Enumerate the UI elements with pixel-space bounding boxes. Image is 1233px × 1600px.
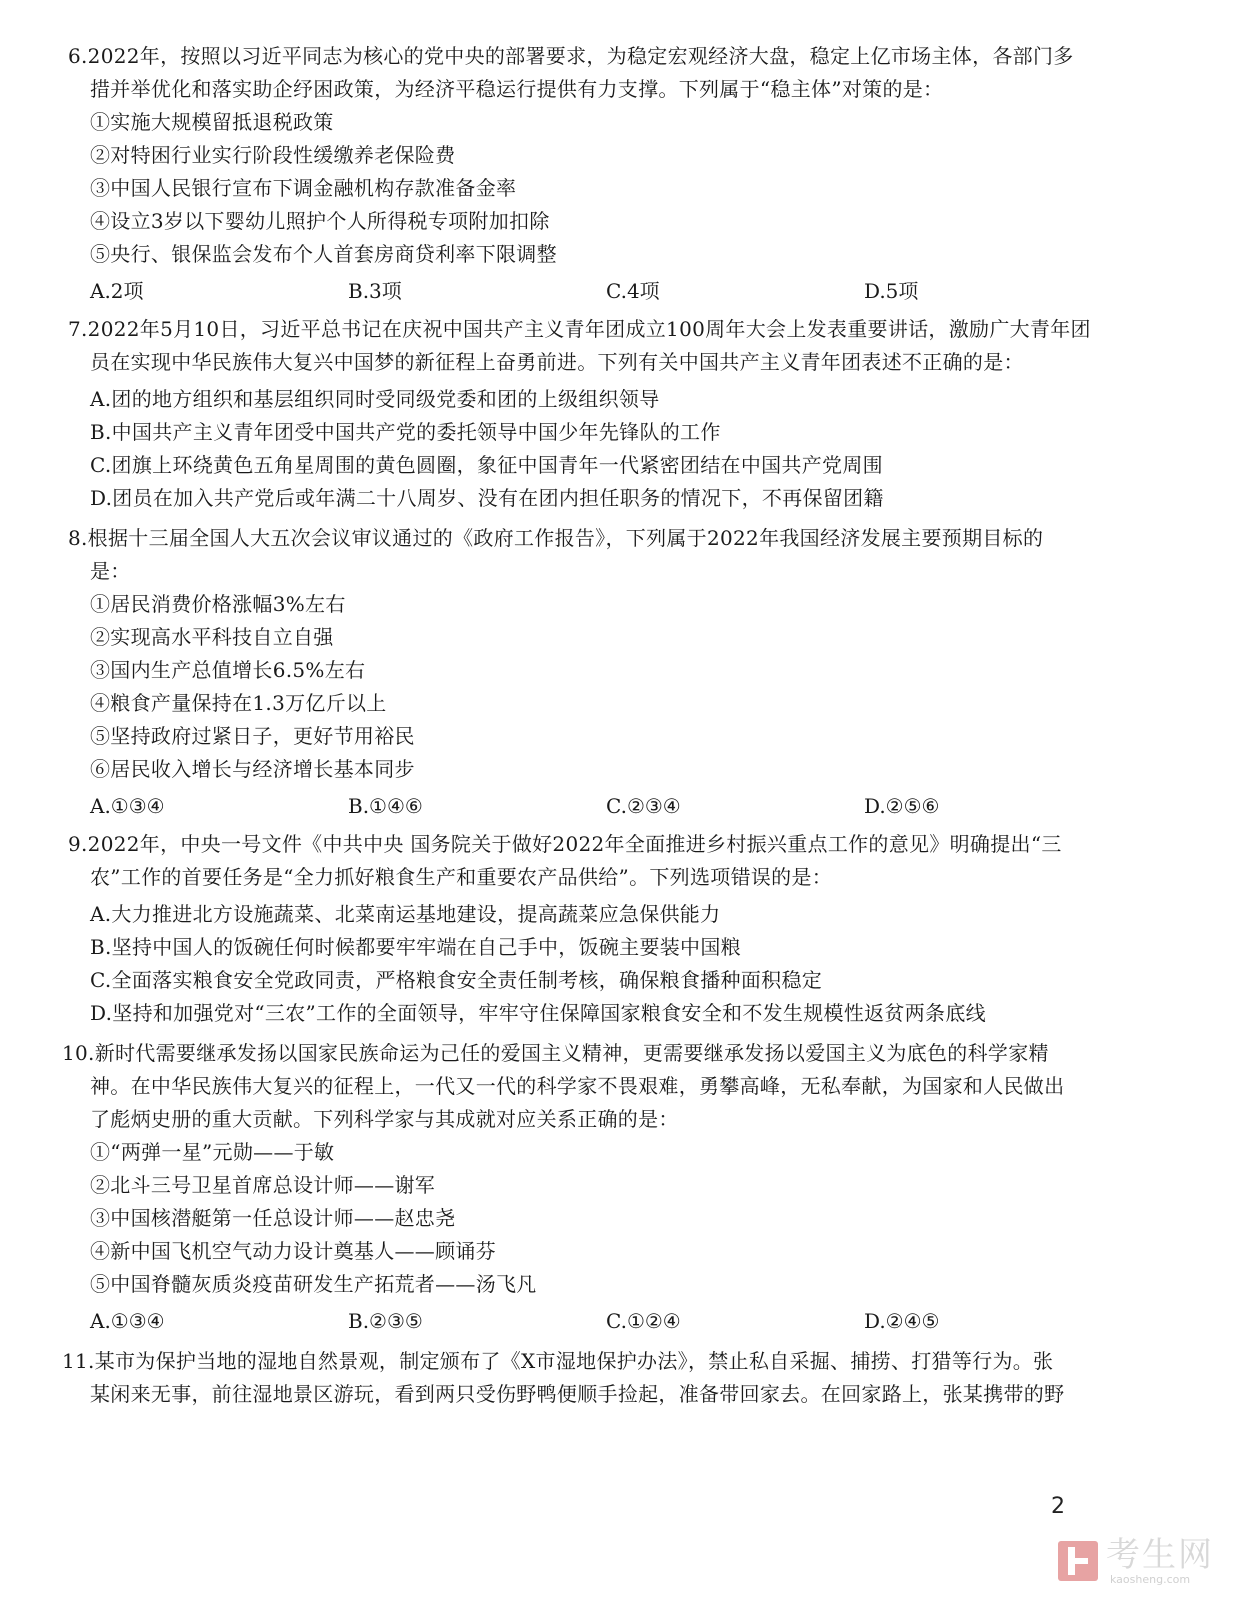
question-stem-line: 是：	[90, 559, 131, 583]
list-item: ⑥居民收入增长与经济增长基本同步	[90, 757, 415, 781]
choice-d: D.②④⑤	[864, 1309, 940, 1333]
choice-c: C.团旗上环绕黄色五角星周围的黄色圆圈，象征中国青年一代紧密团结在中国共产党周围	[90, 453, 883, 477]
list-item: ④设立3岁以下婴幼儿照护个人所得税专项附加扣除	[90, 209, 550, 233]
list-item: ⑤坚持政府过紧日子，更好节用裕民	[90, 724, 415, 748]
choice-d: D.团员在加入共产党后或年满二十八周岁、没有在团内担任职务的情况下，不再保留团籍	[90, 486, 884, 510]
list-item: ②实现高水平科技自立自强	[90, 625, 334, 649]
question-9	[68, 828, 1148, 1030]
question-stem-line: 某闲来无事，前往湿地景区游玩，看到两只受伤野鸭便顺手捡起，准备带回家去。在回家路上，张某携带的野	[90, 1382, 1065, 1406]
question-stem-line: 11.某市为保护当地的湿地自然景观，制定颁布了《X市湿地保护办法》，禁止私自采掘、捕捞、打猎等行为。张	[62, 1349, 1054, 1373]
choice-c: C.②③④	[606, 794, 681, 818]
page-number: 2	[1051, 1494, 1065, 1519]
choice-c: C.①②④	[606, 1309, 681, 1333]
question-stem-line: 农”工作的首要任务是“全力抓好粮食生产和重要农产品供给”。下列选项错误的是：	[90, 865, 833, 889]
choice-b: B.①④⑥	[348, 794, 423, 818]
answer-choices	[68, 790, 1148, 823]
choice-d: D.5项	[864, 279, 919, 303]
question-6	[68, 40, 1148, 308]
list-item: ③国内生产总值增长6.5%左右	[90, 658, 366, 682]
choice-a: A.2项	[90, 279, 144, 303]
choice-c: C.全面落实粮食安全党政同责，严格粮食安全责任制考核，确保粮食播种面积稳定	[90, 968, 823, 992]
list-item: ④新中国飞机空气动力设计奠基人——顾诵芬	[90, 1239, 496, 1263]
question-8	[68, 522, 1148, 823]
list-item: ④粮食产量保持在1.3万亿斤以上	[90, 691, 387, 715]
question-stem-line: 10.新时代需要继承发扬以国家民族命运为己任的爱国主义精神，更需要继承发扬以爱国主义为底色的科学家精	[62, 1041, 1049, 1065]
list-item: ①实施大规模留抵退税政策	[90, 110, 334, 134]
choice-c: C.4项	[606, 279, 660, 303]
list-item: ①居民消费价格涨幅3%左右	[90, 592, 346, 616]
choice-a: A.①③④	[90, 794, 165, 818]
choice-a: A.大力推进北方设施蔬菜、北菜南运基地建设，提高蔬菜应急保供能力	[90, 902, 721, 926]
choice-b: B.②③⑤	[348, 1309, 423, 1333]
list-item: ②北斗三号卫星首席总设计师——谢军	[90, 1173, 436, 1197]
site-logo	[1058, 1528, 1233, 1594]
question-stem-line: 8.根据十三届全国人大五次会议审议通过的《政府工作报告》，下列属于2022年我国经济发展主要预期目标的	[68, 526, 1044, 550]
choice-b: B.中国共产主义青年团受中国共产党的委托领导中国少年先锋队的工作	[90, 420, 721, 444]
choice-d: D.②⑤⑥	[864, 794, 940, 818]
question-10	[62, 1037, 1142, 1338]
choice-a: A.①③④	[90, 1309, 165, 1333]
choice-a: A.团的地方组织和基层组织同时受同级党委和团的上级组织领导	[90, 387, 660, 411]
logo-icon	[1058, 1541, 1098, 1581]
question-stem-line: 神。在中华民族伟大复兴的征程上，一代又一代的科学家不畏艰难，勇攀高峰，无私奉献，为国家和人民做出	[90, 1074, 1065, 1098]
question-7	[68, 313, 1148, 515]
question-11	[62, 1345, 1142, 1411]
question-stem-line: 了彪炳史册的重大贡献。下列科学家与其成就对应关系正确的是：	[90, 1107, 679, 1131]
list-item: ⑤央行、银保监会发布个人首套房商贷利率下限调整	[90, 242, 557, 266]
choice-d: D.坚持和加强党对“三农”工作的全面领导，牢牢守住保障国家粮食安全和不发生规模性返贫两条底线	[90, 1001, 986, 1025]
question-stem-line: 7.2022年5月10日，习近平总书记在庆祝中国共产主义青年团成立100周年大会上发表重要讲话，激励广大青年团	[68, 317, 1091, 341]
question-stem-line: 措并举优化和落实助企纾困政策，为经济平稳运行提供有力支撑。下列属于“稳主体”对策的是：	[90, 77, 944, 101]
logo-text: 考生网	[1106, 1535, 1214, 1575]
logo-url: kaosheng.com	[1110, 1573, 1191, 1586]
choice-b: B.3项	[348, 279, 402, 303]
question-stem-line: 6.2022年，按照以习近平同志为核心的党中央的部署要求，为稳定宏观经济大盘，稳定上亿市场主体，各部门多	[68, 44, 1074, 68]
list-item: ①“两弹一星”元勋——于敏	[90, 1140, 335, 1164]
choice-b: B.坚持中国人的饭碗任何时候都要牢牢端在自己手中，饭碗主要装中国粮	[90, 935, 741, 959]
list-item: ③中国核潜艇第一任总设计师——赵忠尧	[90, 1206, 456, 1230]
list-item: ②对特困行业实行阶段性缓缴养老保险费	[90, 143, 456, 167]
answer-choices	[62, 1305, 1142, 1338]
list-item: ③中国人民银行宣布下调金融机构存款准备金率	[90, 176, 517, 200]
question-stem-line: 员在实现中华民族伟大复兴中国梦的新征程上奋勇前进。下列有关中国共产主义青年团表述不正确的是：	[90, 350, 1024, 374]
list-item: ⑤中国脊髓灰质炎疫苗研发生产拓荒者——汤飞凡	[90, 1272, 537, 1296]
question-stem-line: 9.2022年，中央一号文件《中共中央 国务院关于做好2022年全面推进乡村振兴重点工作的意见》明确提出“三	[68, 832, 1062, 856]
answer-choices	[68, 275, 1148, 308]
